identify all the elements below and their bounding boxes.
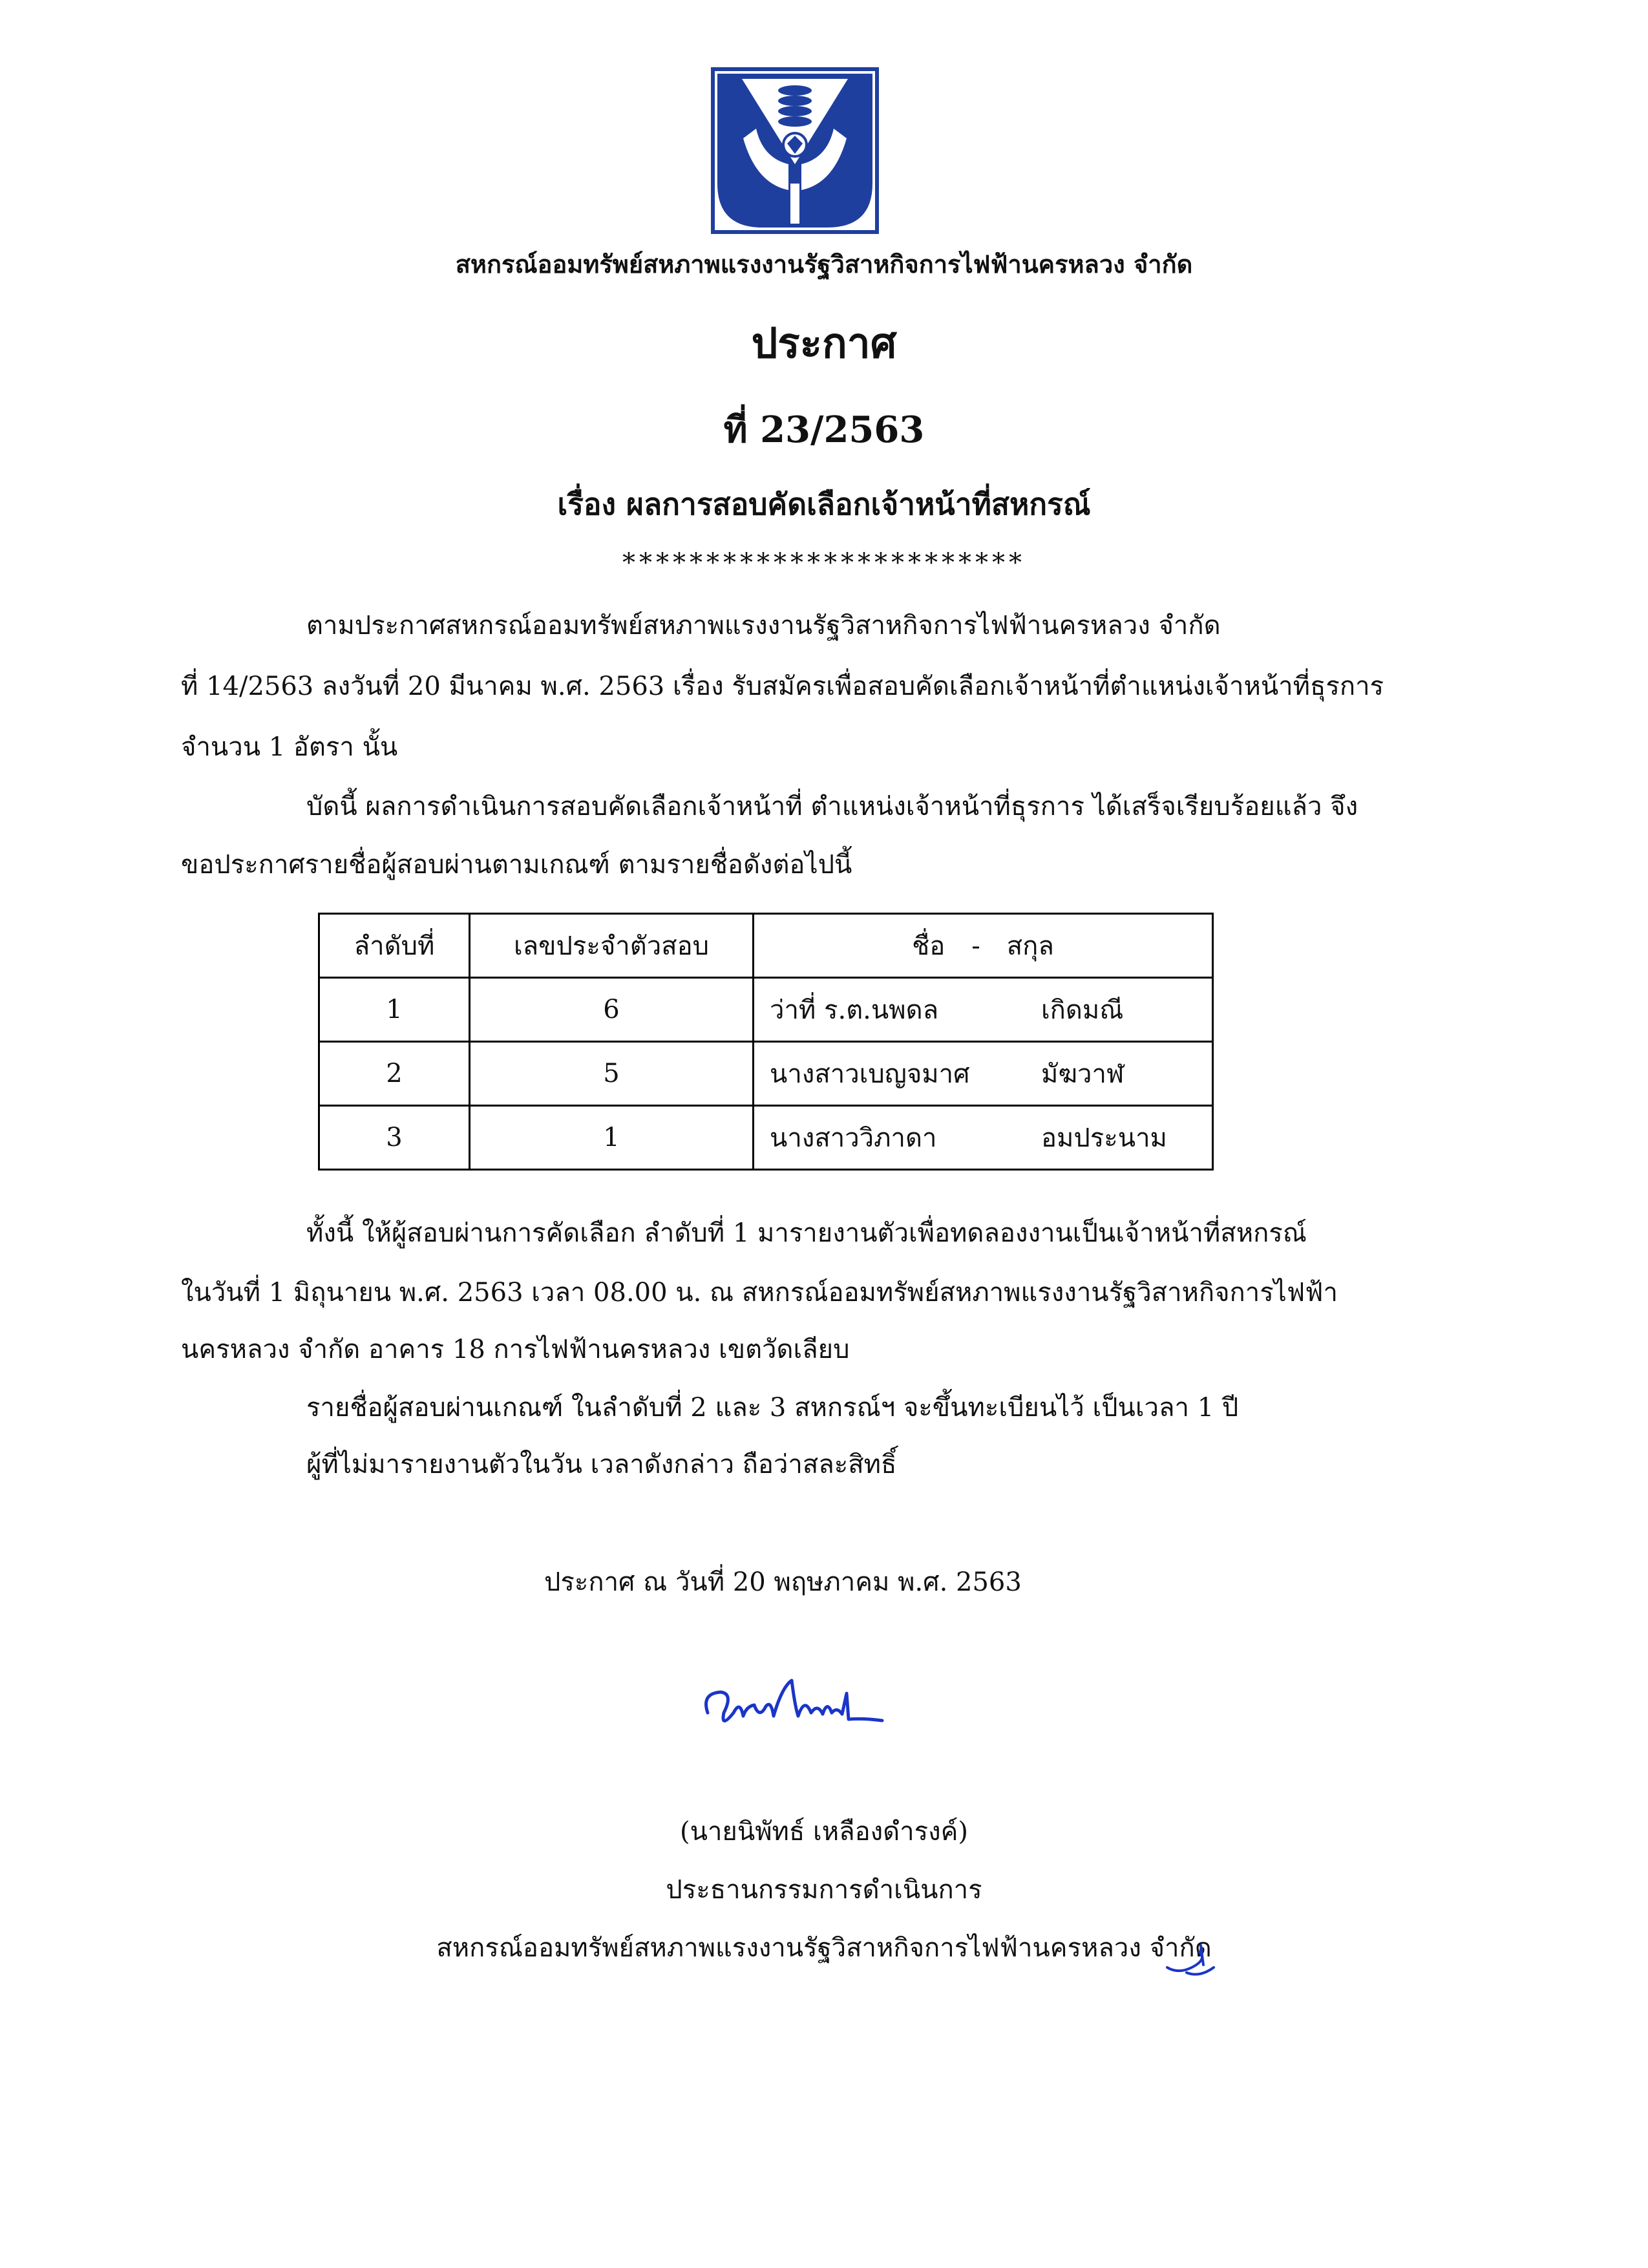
signatory-position: ประธานกรรมการดำเนินการ bbox=[666, 1875, 982, 1905]
header-name-dash: - bbox=[971, 931, 980, 961]
paragraph-2-line-2: ขอประกาศรายชื่อผู้สอบผ่านตามเกณฑ์ ตามรายชื่อดังต่อไปนี้ bbox=[181, 850, 852, 880]
separator-line: ************************ bbox=[622, 548, 1026, 578]
paragraph-3-line-2: ในวันที่ 1 มิถุนายน พ.ศ. 2563 เวลา 08.00 น. ณ สหกรณ์ออมทรัพย์สหภาพแรงงานรัฐวิสาหกิจการไฟฟ้า bbox=[181, 1278, 1338, 1308]
row-given-name: นางสาวเบญจมาศ bbox=[770, 1059, 970, 1089]
announcement-subject: เรื่อง ผลการสอบคัดเลือกเจ้าหน้าที่สหกรณ์ bbox=[557, 487, 1091, 522]
row-surname: เกิดมณี bbox=[1041, 995, 1124, 1025]
paragraph-5-line-1: ผู้ที่ไม่มารายงานตัวในวัน เวลาดังกล่าว ถือว่าสละสิทธิ์ bbox=[306, 1450, 897, 1479]
header-order: ลำดับที่ bbox=[319, 914, 470, 978]
cooperative-logo bbox=[711, 67, 879, 234]
handwritten-initial-mark bbox=[1161, 1939, 1219, 1980]
table-header-row bbox=[319, 914, 1213, 978]
row-surname: อมประนาม bbox=[1041, 1123, 1167, 1153]
row-given-name: นางสาววิภาดา bbox=[770, 1123, 937, 1153]
announcement-date: ประกาศ ณ วันที่ 20 พฤษภาคม พ.ศ. 2563 bbox=[544, 1567, 1022, 1597]
row-order: 1 bbox=[319, 978, 470, 1042]
signatory-organization: สหกรณ์ออมทรัพย์สหภาพแรงงานรัฐวิสาหกิจการไฟฟ้านครหลวง จำกัด bbox=[436, 1933, 1212, 1963]
paragraph-4-line-1: รายชื่อผู้สอบผ่านเกณฑ์ ในลำดับที่ 2 และ 3 สหกรณ์ฯ จะขึ้นทะเบียนไว้ เป็นเวลา 1 ปี bbox=[306, 1393, 1239, 1423]
header-exam-id: เลขประจำตัวสอบ bbox=[470, 914, 754, 978]
paragraph-2-line-1: บัดนี้ ผลการดำเนินการสอบคัดเลือกเจ้าหน้าที่ ตำแหน่งเจ้าหน้าที่ธุรการ ได้เสร็จเรียบร้อยแล้ว จึง bbox=[306, 792, 1358, 821]
header-name-first: ชื่อ bbox=[912, 931, 945, 961]
table-row bbox=[319, 978, 1213, 1042]
announcement-title: ประกาศ bbox=[751, 319, 897, 368]
handwritten-signature bbox=[695, 1668, 889, 1752]
paragraph-3-line-1: ทั้งนี้ ให้ผู้สอบผ่านการคัดเลือก ลำดับที่ 1 มารายงานตัวเพื่อทดลองงานเป็นเจ้าหน้าที่สหกรณ์ bbox=[306, 1218, 1307, 1248]
paragraph-1-line-3: จำนวน 1 อัตรา นั้น bbox=[181, 732, 398, 762]
announcement-number: ที่ 23/2563 bbox=[723, 408, 925, 451]
paragraph-1-line-2: ที่ 14/2563 ลงวันที่ 20 มีนาคม พ.ศ. 2563 เรื่อง รับสมัครเพื่อสอบคัดเลือกเจ้าหน้าที่ตำแหน่งเจ้าหน้าที่ธุรการ bbox=[181, 672, 1384, 701]
results-table bbox=[318, 913, 1214, 1171]
row-full-name bbox=[754, 1042, 1213, 1106]
paragraph-3-line-3: นครหลวง จำกัด อาคาร 18 การไฟฟ้านครหลวง เขตวัดเลียบ bbox=[181, 1335, 850, 1364]
row-order: 3 bbox=[319, 1106, 470, 1170]
table-row bbox=[319, 1106, 1213, 1170]
row-surname: มัฆวาฬ bbox=[1041, 1059, 1125, 1089]
header-name-last: สกุล bbox=[1006, 931, 1054, 961]
row-order: 2 bbox=[319, 1042, 470, 1106]
header-full-name bbox=[754, 914, 1213, 978]
signatory-name: (นายนิพัทธ์ เหลืองดำรงค์) bbox=[680, 1817, 968, 1847]
paragraph-1-line-1: ตามประกาศสหกรณ์ออมทรัพย์สหภาพแรงงานรัฐวิสาหกิจการไฟฟ้านครหลวง จำกัด bbox=[306, 611, 1221, 641]
row-exam-id: 5 bbox=[470, 1042, 754, 1106]
row-exam-id: 1 bbox=[470, 1106, 754, 1170]
row-full-name bbox=[754, 1106, 1213, 1170]
row-exam-id: 6 bbox=[470, 978, 754, 1042]
row-full-name bbox=[754, 978, 1213, 1042]
row-given-name: ว่าที่ ร.ต.นพดล bbox=[770, 995, 939, 1025]
table-row bbox=[319, 1042, 1213, 1106]
organization-header: สหกรณ์ออมทรัพย์สหภาพแรงงานรัฐวิสาหกิจการไฟฟ้านครหลวง จำกัด bbox=[455, 249, 1193, 279]
